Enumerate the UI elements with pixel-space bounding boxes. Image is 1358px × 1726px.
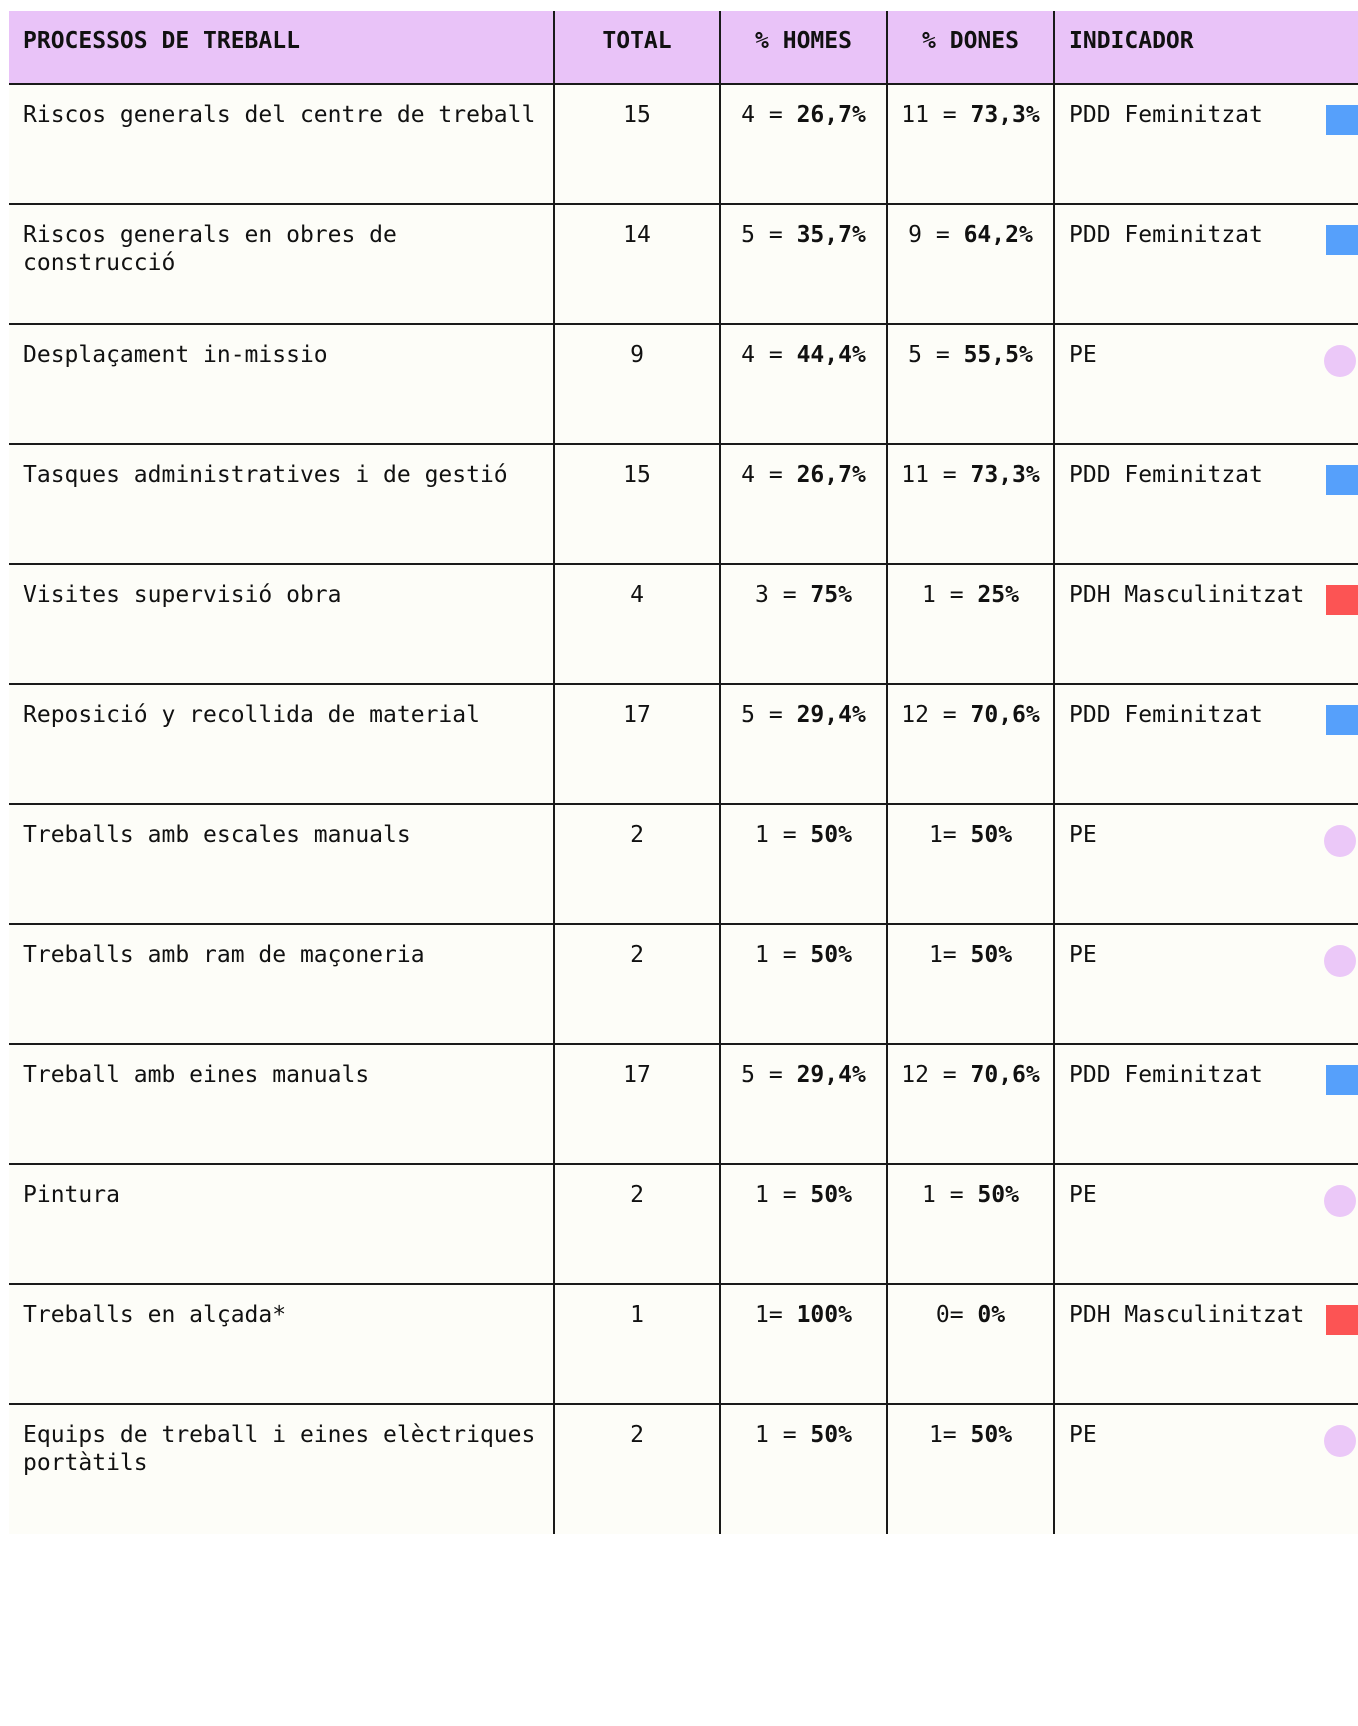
homes-cell <box>720 1284 887 1404</box>
blue-square-icon <box>1326 225 1358 255</box>
total-cell: 14 <box>554 204 720 324</box>
dones-percent: 64,2% <box>963 222 1033 248</box>
dones-count: 12 = <box>901 1062 971 1088</box>
dones-cell <box>887 444 1054 564</box>
table-row <box>9 1404 1358 1534</box>
blue-square-icon <box>1326 705 1358 735</box>
indicador-cell <box>1054 1044 1358 1164</box>
indicador-label: PE <box>1069 822 1097 848</box>
homes-percent: 26,7% <box>796 102 866 128</box>
homes-percent: 35,7% <box>796 222 866 248</box>
dones-count: 9 = <box>908 222 964 248</box>
table-row <box>9 204 1358 324</box>
homes-cell <box>720 564 887 684</box>
indicador-cell <box>1054 1164 1358 1284</box>
red-square-icon <box>1326 1305 1358 1335</box>
indicador-label: PE <box>1069 942 1097 968</box>
indicador-cell <box>1054 1284 1358 1404</box>
total-cell: 17 <box>554 684 720 804</box>
indicador-label: PDD Feminitzat <box>1069 702 1263 728</box>
table-row <box>9 444 1358 564</box>
dones-count: 11 = <box>901 462 971 488</box>
total-cell: 2 <box>554 924 720 1044</box>
total-cell: 2 <box>554 1164 720 1284</box>
dones-count: 1= <box>928 822 971 848</box>
homes-percent: 75% <box>810 582 852 608</box>
process-cell: Desplaçament in-missio <box>9 324 554 444</box>
dones-cell <box>887 1044 1054 1164</box>
homes-count: 1 = <box>755 1182 811 1208</box>
lilac-circle-icon <box>1324 1185 1356 1217</box>
process-cell: Tasques administratives i de gestió <box>9 444 554 564</box>
dones-count: 1= <box>928 1422 971 1448</box>
indicador-label: PDD Feminitzat <box>1069 222 1263 248</box>
total-cell: 2 <box>554 1404 720 1534</box>
homes-cell <box>720 84 887 204</box>
dones-cell <box>887 684 1054 804</box>
dones-cell <box>887 564 1054 684</box>
indicador-cell <box>1054 444 1358 564</box>
dones-cell <box>887 924 1054 1044</box>
homes-cell <box>720 204 887 324</box>
total-cell: 15 <box>554 84 720 204</box>
dones-percent: 70,6% <box>970 1062 1040 1088</box>
dones-cell <box>887 1164 1054 1284</box>
homes-cell <box>720 1164 887 1284</box>
indicador-cell <box>1054 324 1358 444</box>
homes-percent: 44,4% <box>796 342 866 368</box>
table-header <box>9 11 1358 84</box>
header-process: PROCESSOS DE TREBALL <box>9 11 554 84</box>
indicador-cell <box>1054 924 1358 1044</box>
dones-count: 12 = <box>901 702 971 728</box>
header-row <box>9 11 1358 84</box>
dones-cell <box>887 204 1054 324</box>
homes-cell <box>720 444 887 564</box>
homes-cell <box>720 324 887 444</box>
homes-count: 4 = <box>741 102 797 128</box>
homes-cell <box>720 684 887 804</box>
dones-count: 1 = <box>922 1182 978 1208</box>
process-cell: Pintura <box>9 1164 554 1284</box>
blue-square-icon <box>1326 1065 1358 1095</box>
homes-cell <box>720 1044 887 1164</box>
homes-count: 4 = <box>741 342 797 368</box>
dones-percent: 70,6% <box>970 702 1040 728</box>
homes-cell <box>720 1404 887 1534</box>
table-row <box>9 804 1358 924</box>
homes-percent: 50% <box>810 1182 852 1208</box>
dones-percent: 25% <box>977 582 1019 608</box>
dones-count: 5 = <box>908 342 964 368</box>
header-indicador: INDICADOR <box>1054 11 1358 84</box>
dones-count: 11 = <box>901 102 971 128</box>
total-cell: 15 <box>554 444 720 564</box>
indicador-cell <box>1054 564 1358 684</box>
lilac-circle-icon <box>1324 825 1356 857</box>
dones-percent: 50% <box>977 1182 1019 1208</box>
process-cell: Riscos generals en obres de construcció <box>9 204 554 324</box>
table-row <box>9 684 1358 804</box>
indicador-label: PDD Feminitzat <box>1069 102 1263 128</box>
header-total: TOTAL <box>554 11 720 84</box>
dones-cell <box>887 1284 1054 1404</box>
work-process-table <box>9 11 1358 1534</box>
lilac-circle-icon <box>1324 1425 1356 1457</box>
table-body <box>9 84 1358 1534</box>
homes-percent: 50% <box>810 1422 852 1448</box>
table-row <box>9 1044 1358 1164</box>
dones-percent: 50% <box>970 822 1013 848</box>
total-cell: 17 <box>554 1044 720 1164</box>
dones-percent: 73,3% <box>970 462 1040 488</box>
indicador-cell <box>1054 204 1358 324</box>
table-row <box>9 564 1358 684</box>
dones-cell <box>887 84 1054 204</box>
header-homes: % HOMES <box>720 11 887 84</box>
indicador-label: PDH Masculinitzat <box>1069 582 1305 608</box>
total-cell: 9 <box>554 324 720 444</box>
homes-count: 1 = <box>755 822 811 848</box>
homes-count: 1 = <box>755 942 811 968</box>
homes-percent: 50% <box>810 942 852 968</box>
total-cell: 4 <box>554 564 720 684</box>
dones-cell <box>887 324 1054 444</box>
dones-count: 1 = <box>922 582 978 608</box>
process-cell: Treballs amb escales manuals <box>9 804 554 924</box>
homes-percent: 100% <box>796 1302 852 1328</box>
indicador-cell <box>1054 84 1358 204</box>
homes-percent: 29,4% <box>796 702 866 728</box>
homes-count: 1 = <box>755 1422 811 1448</box>
header-dones: % DONES <box>887 11 1054 84</box>
process-cell: Visites supervisió obra <box>9 564 554 684</box>
red-square-icon <box>1326 585 1358 615</box>
dones-percent: 50% <box>970 942 1013 968</box>
dones-percent: 0% <box>977 1302 1006 1328</box>
table-row <box>9 84 1358 204</box>
homes-count: 3 = <box>755 582 811 608</box>
homes-count: 5 = <box>741 222 797 248</box>
indicador-cell <box>1054 684 1358 804</box>
homes-count: 4 = <box>741 462 797 488</box>
indicador-label: PE <box>1069 1182 1097 1208</box>
dones-cell <box>887 804 1054 924</box>
homes-percent: 50% <box>810 822 852 848</box>
total-cell: 1 <box>554 1284 720 1404</box>
homes-count: 5 = <box>741 1062 797 1088</box>
indicador-label: PDD Feminitzat <box>1069 1062 1263 1088</box>
dones-percent: 50% <box>970 1422 1013 1448</box>
dones-percent: 73,3% <box>970 102 1040 128</box>
homes-count: 1= <box>755 1302 797 1328</box>
homes-count: 5 = <box>741 702 797 728</box>
process-cell: Equips de treball i eines elèctriques portàtils <box>9 1404 554 1534</box>
indicador-label: PDH Masculinitzat <box>1069 1302 1305 1328</box>
indicador-label: PDD Feminitzat <box>1069 462 1263 488</box>
indicador-cell <box>1054 804 1358 924</box>
indicador-cell <box>1054 1404 1358 1534</box>
homes-cell <box>720 924 887 1044</box>
total-cell: 2 <box>554 804 720 924</box>
process-cell: Treball amb eines manuals <box>9 1044 554 1164</box>
process-cell: Riscos generals del centre de treball <box>9 84 554 204</box>
homes-percent: 29,4% <box>796 1062 866 1088</box>
homes-cell <box>720 804 887 924</box>
process-cell: Treballs en alçada* <box>9 1284 554 1404</box>
dones-cell <box>887 1404 1054 1534</box>
indicador-label: PE <box>1069 342 1097 368</box>
dones-count: 0= <box>935 1302 978 1328</box>
blue-square-icon <box>1326 465 1358 495</box>
homes-percent: 26,7% <box>796 462 866 488</box>
dones-count: 1= <box>928 942 971 968</box>
table-row <box>9 1284 1358 1404</box>
lilac-circle-icon <box>1324 345 1356 377</box>
table-row <box>9 924 1358 1044</box>
process-cell: Treballs amb ram de maçoneria <box>9 924 554 1044</box>
dones-percent: 55,5% <box>963 342 1033 368</box>
blue-square-icon <box>1326 105 1358 135</box>
lilac-circle-icon <box>1324 945 1356 977</box>
indicador-label: PE <box>1069 1422 1097 1448</box>
table-row <box>9 324 1358 444</box>
process-cell: Reposició y recollida de material <box>9 684 554 804</box>
table-row <box>9 1164 1358 1284</box>
